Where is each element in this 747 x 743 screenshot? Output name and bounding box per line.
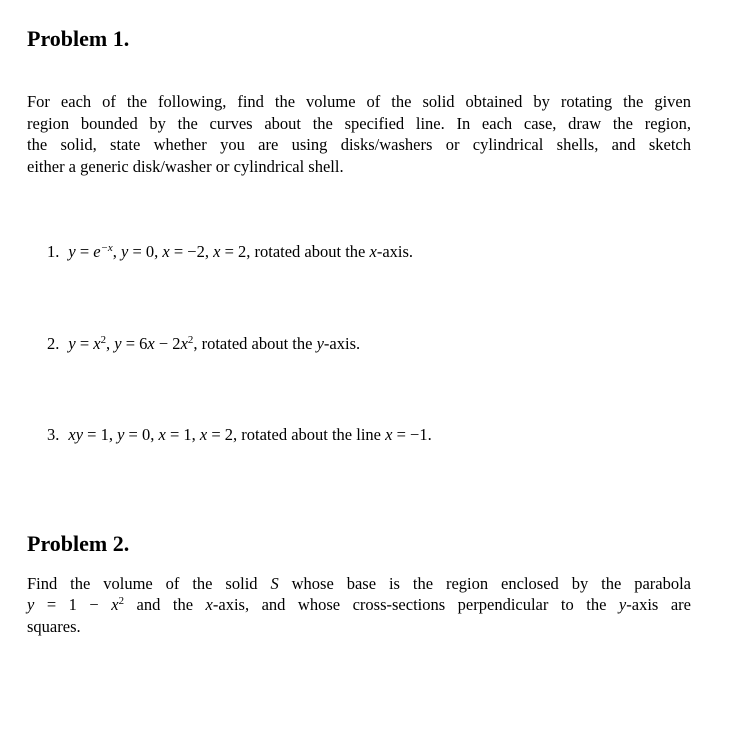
math-var: y: [68, 242, 76, 261]
math-text: =: [75, 242, 94, 261]
problem-set-page: [0, 26, 747, 743]
math-superscript: 2: [100, 333, 107, 346]
math-var: y: [27, 595, 35, 614]
math-var: x: [162, 242, 170, 261]
text-segment: -axis, and whose cross-sections perpendicular to the: [212, 595, 619, 614]
paragraph-line: [27, 594, 691, 616]
math-var: y: [117, 425, 125, 444]
paragraph-line: [27, 573, 691, 595]
intro-line: region bounded by the curves about the specified line. In each case, draw the region,: [27, 113, 691, 133]
text-segment: squares.: [27, 616, 81, 636]
math-var: x: [213, 242, 221, 261]
math-text: = 0,: [124, 425, 159, 444]
math-var: xy: [68, 425, 84, 444]
math-var: y: [68, 333, 76, 353]
math-text: = 1 −: [34, 595, 112, 614]
math-text: ,: [106, 333, 115, 353]
math-text: ,: [112, 242, 122, 261]
text-segment: = 2, rotated about the line: [207, 425, 386, 444]
math-var: y: [114, 333, 122, 353]
math-superscript: −x: [100, 242, 113, 255]
math-var: y: [618, 595, 627, 614]
intro-line: either a generic disk/washer or cylindrical shell.: [27, 156, 344, 176]
math-text: = 1,: [165, 425, 200, 444]
math-var: x: [180, 333, 188, 353]
math-text: = 1,: [83, 425, 118, 444]
list-item-2: [27, 333, 691, 355]
math-text: = 6: [121, 333, 148, 353]
math-text: − 2: [154, 333, 181, 353]
math-superscript: 2: [118, 595, 125, 608]
math-var: x: [205, 595, 213, 614]
intro-line: the solid, state whether you are using disks/washers or cylindrical shells, and sketch: [27, 135, 691, 154]
problem2-heading: Problem 2.: [27, 530, 130, 556]
problem1-list: [27, 241, 691, 446]
math-var: x: [199, 425, 208, 444]
text-segment: = −1.: [392, 425, 432, 444]
text-segment: -axis are: [626, 595, 691, 614]
math-var: x: [93, 333, 101, 353]
text-segment: -axis.: [376, 242, 414, 261]
text-segment: , rotated about the: [193, 333, 317, 353]
text-segment: whose base is the region enclosed by the parabola: [278, 573, 691, 593]
math-var: x: [111, 595, 119, 614]
math-var: S: [270, 573, 279, 593]
math-var: x: [147, 333, 155, 353]
list-item-1: [27, 241, 691, 263]
problem2-paragraph: [27, 573, 691, 638]
paragraph-line: [27, 616, 691, 638]
list-item-3: [27, 424, 691, 446]
problem1-intro-paragraph: [27, 91, 691, 177]
math-text: = −2,: [169, 242, 214, 261]
math-var: x: [385, 425, 393, 444]
text-segment: Find the volume of the solid: [27, 573, 271, 593]
item-number: 2.: [47, 333, 60, 353]
math-var: y: [316, 333, 324, 353]
intro-line: For each of the following, find the volume of the solid obtained by rotating the given: [27, 92, 691, 111]
math-var: x: [369, 242, 377, 261]
text-segment: and the: [124, 595, 206, 614]
math-text: = 0,: [128, 242, 163, 261]
problem1-heading: Problem 1.: [27, 26, 130, 51]
item-number: 1.: [47, 242, 60, 261]
math-text: =: [75, 333, 94, 353]
math-var: x: [158, 425, 166, 444]
text-segment: = 2, rotated about the: [220, 242, 370, 261]
text-segment: -axis.: [323, 333, 361, 353]
item-number: 3.: [47, 425, 60, 444]
page-content: [27, 26, 691, 637]
math-var: y: [121, 242, 129, 261]
math-superscript: 2: [187, 333, 194, 346]
math-var: e: [93, 242, 101, 261]
